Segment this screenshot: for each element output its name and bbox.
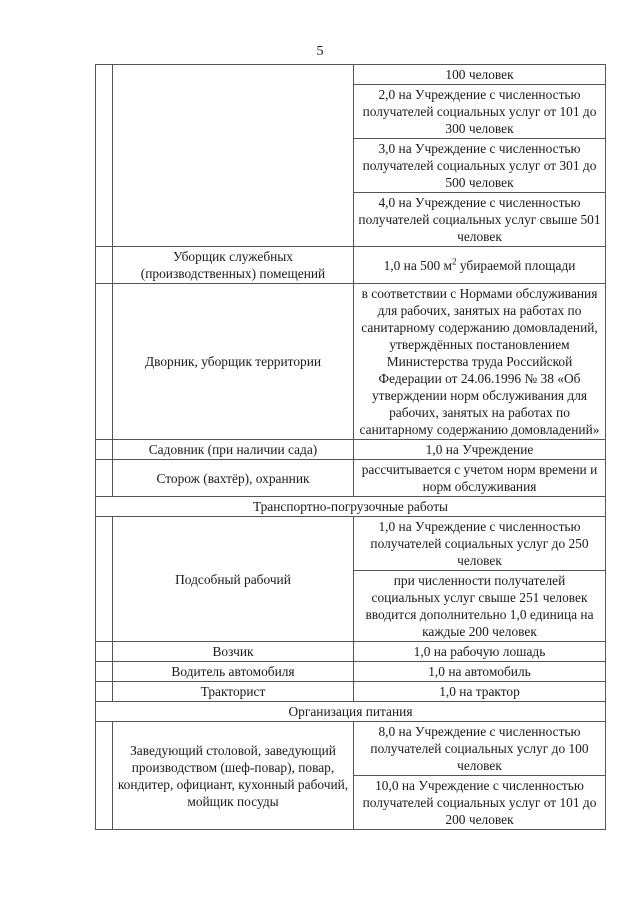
table-row (96, 65, 606, 85)
position-cell: Возчик (113, 642, 354, 662)
norm-cell (354, 247, 606, 284)
table-row (96, 247, 606, 284)
table-row (96, 702, 606, 722)
table-row (96, 440, 606, 460)
norm-cell: 1,0 на автомобиль (354, 662, 606, 682)
position-cell: Сторож (вахтёр), охранник (113, 460, 354, 497)
table-row (96, 722, 606, 776)
table-row (96, 284, 606, 440)
norm-text: убираемой площади (456, 257, 576, 273)
norm-cell: 100 человек (354, 65, 606, 85)
norm-cell: 10,0 на Учреждение с численностью получателей социальных услуг от 101 до 200 человек (354, 776, 606, 830)
position-cell: Тракторист (113, 682, 354, 702)
number-cell (96, 284, 113, 440)
norm-superscript: 2 (452, 256, 457, 267)
number-cell (96, 440, 113, 460)
norm-cell: при численности получателей социальных услуг свыше 251 человек вводится дополнительно 1,0 единица на каждые 200 человек (354, 571, 606, 642)
norm-cell: рассчитывается с учетом норм времени и норм обслуживания (354, 460, 606, 497)
position-cell (113, 65, 354, 247)
number-cell (96, 517, 113, 642)
table-row (96, 642, 606, 662)
number-cell (96, 662, 113, 682)
position-cell: Дворник, уборщик территории (113, 284, 354, 440)
page-number: 5 (316, 44, 324, 59)
table-row (96, 682, 606, 702)
number-cell (96, 722, 113, 830)
number-cell (96, 247, 113, 284)
number-cell (96, 460, 113, 497)
position-cell: Водитель автомобиля (113, 662, 354, 682)
staffing-norms-table (95, 64, 606, 830)
table-row (96, 662, 606, 682)
norm-cell: в соответствии с Нормами обслуживания для рабочих, занятых на работах по санитарному содержанию домовладений, утверждённых постановлением Министерства труда Российской Федерации от 24.06.1996 № 38 «Об утверждении норм обслуживания для рабочих, занятых на работах по санитарному содержанию домовладений» (354, 284, 606, 440)
norm-cell: 1,0 на рабочую лошадь (354, 642, 606, 662)
number-cell (96, 642, 113, 662)
position-cell: Заведующий столовой, заведующий производством (шеф-повар), повар, кондитер, официант, кухонный рабочий, мойщик посуды (113, 722, 354, 830)
table-row (96, 497, 606, 517)
position-cell: Уборщик служебных (производственных) помещений (113, 247, 354, 284)
position-cell: Подсобный рабочий (113, 517, 354, 642)
norm-cell: 1,0 на Учреждение (354, 440, 606, 460)
number-cell (96, 65, 113, 247)
norm-text: 1,0 на 500 м (383, 257, 453, 273)
norm-cell: 3,0 на Учреждение с численностью получателей социальных услуг от 301 до 500 человек (354, 139, 606, 193)
position-cell: Садовник (при наличии сада) (113, 440, 354, 460)
norm-cell: 1,0 на Учреждение с численностью получателей социальных услуг до 250 человек (354, 517, 606, 571)
section-header: Организация питания (96, 702, 606, 722)
table-row (96, 517, 606, 571)
number-cell (96, 682, 113, 702)
table-row (96, 460, 606, 497)
norm-cell: 8,0 на Учреждение с численностью получателей социальных услуг до 100 человек (354, 722, 606, 776)
norm-cell: 4,0 на Учреждение с численностью получателей социальных услуг свыше 501 человек (354, 193, 606, 247)
norm-cell: 1,0 на трактор (354, 682, 606, 702)
norm-cell: 2,0 на Учреждение с численностью получателей социальных услуг от 101 до 300 человек (354, 85, 606, 139)
section-header: Транспортно-погрузочные работы (96, 497, 606, 517)
